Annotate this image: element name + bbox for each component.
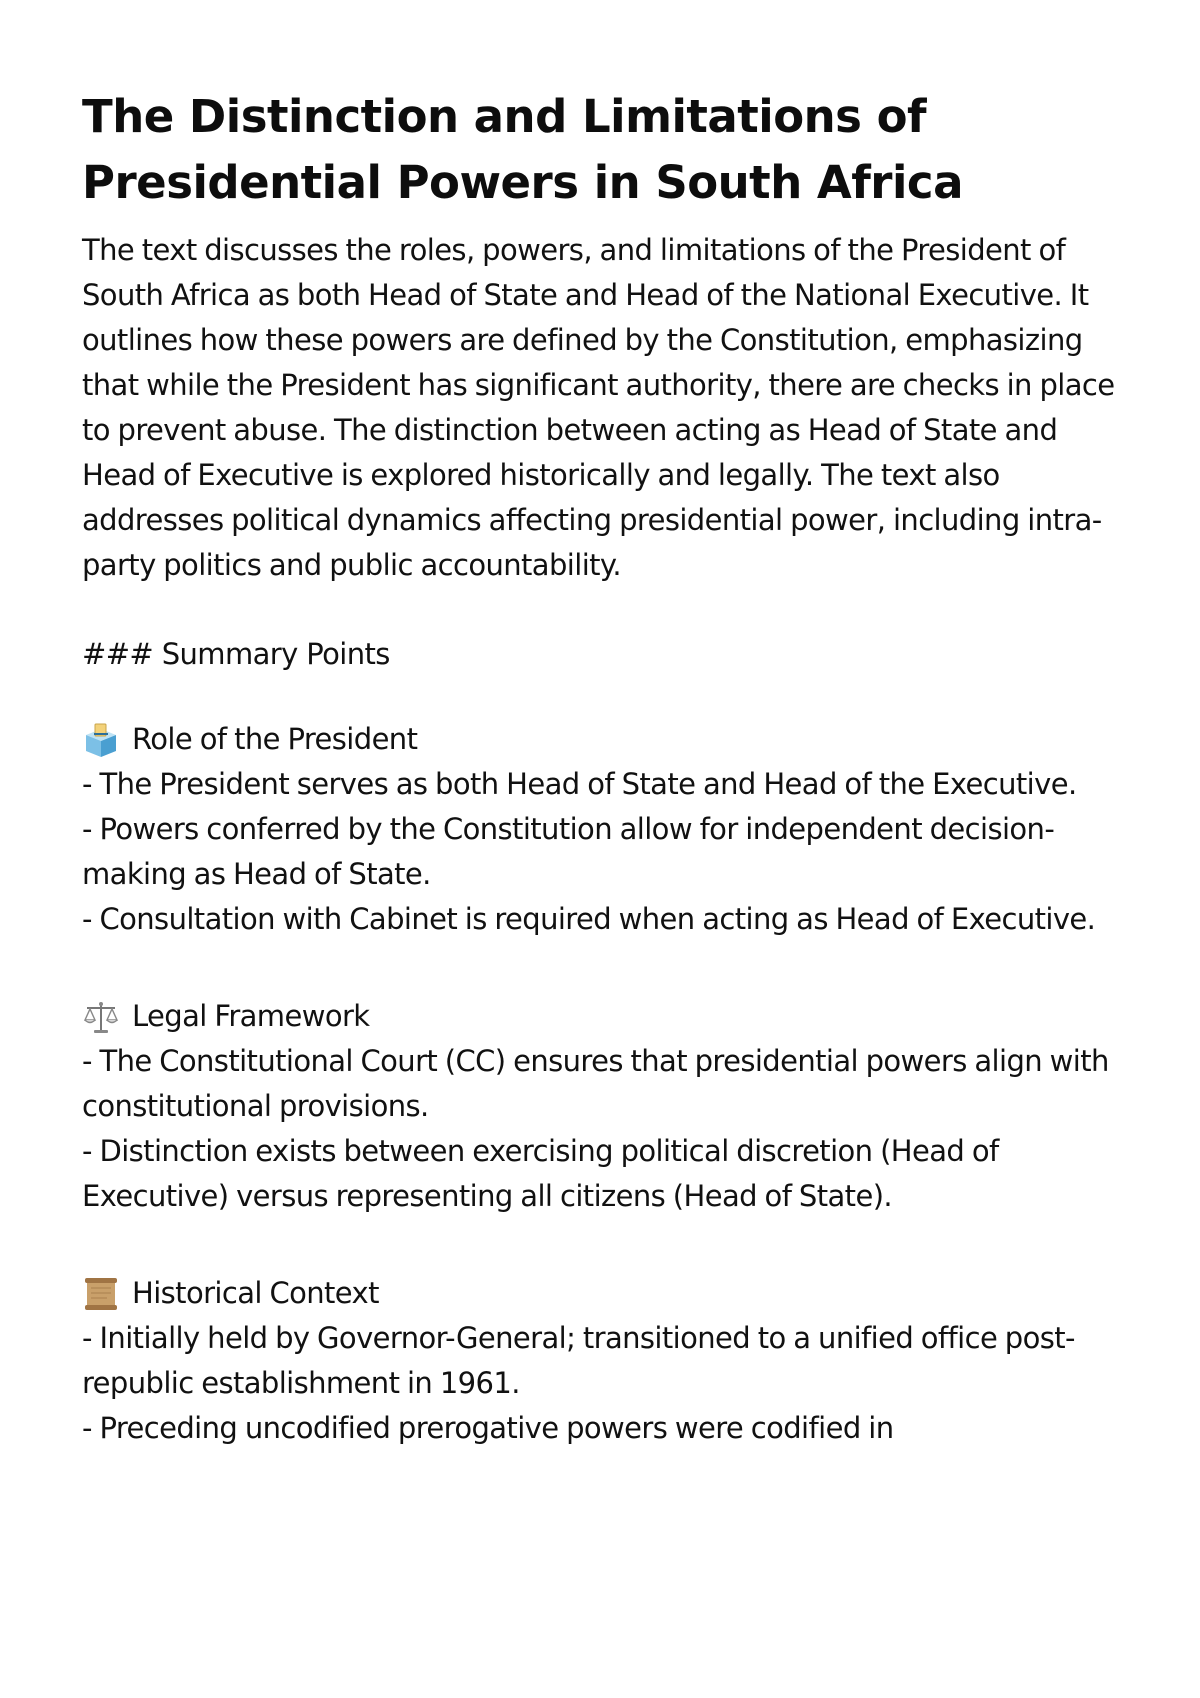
bullet-item: - Powers conferred by the Constitution allow for independent decision-making as Head of State.: [82, 812, 1055, 891]
scroll-icon: [82, 1275, 120, 1313]
intro-paragraph: The text discusses the roles, powers, and limitations of the President of South Africa as both Head of State and Head of the National Executive. It outlines how these powers are defined by the Constitution, emphasizing that while the President has significant authority, there are checks in place to prevent abuse. The distinction between acting as Head of State and Head of Executive is explored historically and legally. The text also addresses political dynamics affecting presidential power, including intra-party politics and public accountability.: [82, 233, 1115, 582]
section-title-row: [82, 994, 1132, 1039]
section-title: Role of the President: [132, 722, 418, 756]
summary-heading: ### Summary Points: [82, 637, 390, 671]
section-historical-context: [82, 1271, 1132, 1451]
bullet-item: - The President serves as both Head of State and Head of the Executive.: [82, 767, 1077, 801]
bullet-item: - Initially held by Governor-General; transitioned to a unified office post-republic establishment in 1961.: [82, 1321, 1075, 1400]
scales-icon: [82, 998, 120, 1036]
bullet-item: - Distinction exists between exercising political discretion (Head of Executive) versus representing all citizens (Head of State).: [82, 1134, 999, 1213]
section-title-row: [82, 1271, 1132, 1316]
document-page: [82, 84, 1132, 1451]
section-title: Historical Context: [132, 1276, 379, 1310]
section-role-of-president: [82, 717, 1132, 942]
section-title-row: [82, 717, 1132, 762]
section-legal-framework: [82, 994, 1132, 1219]
bullet-item: - The Constitutional Court (CC) ensures that presidential powers align with constitutional provisions.: [82, 1044, 1109, 1123]
section-title: Legal Framework: [132, 999, 370, 1033]
page-title: The Distinction and Limitations of Presidential Powers in South Africa: [82, 90, 963, 209]
bullet-item: - Consultation with Cabinet is required when acting as Head of Executive.: [82, 902, 1096, 936]
bullet-item: - Preceding uncodified prerogative powers were codified in: [82, 1411, 894, 1445]
ballot-box-icon: [82, 721, 120, 759]
